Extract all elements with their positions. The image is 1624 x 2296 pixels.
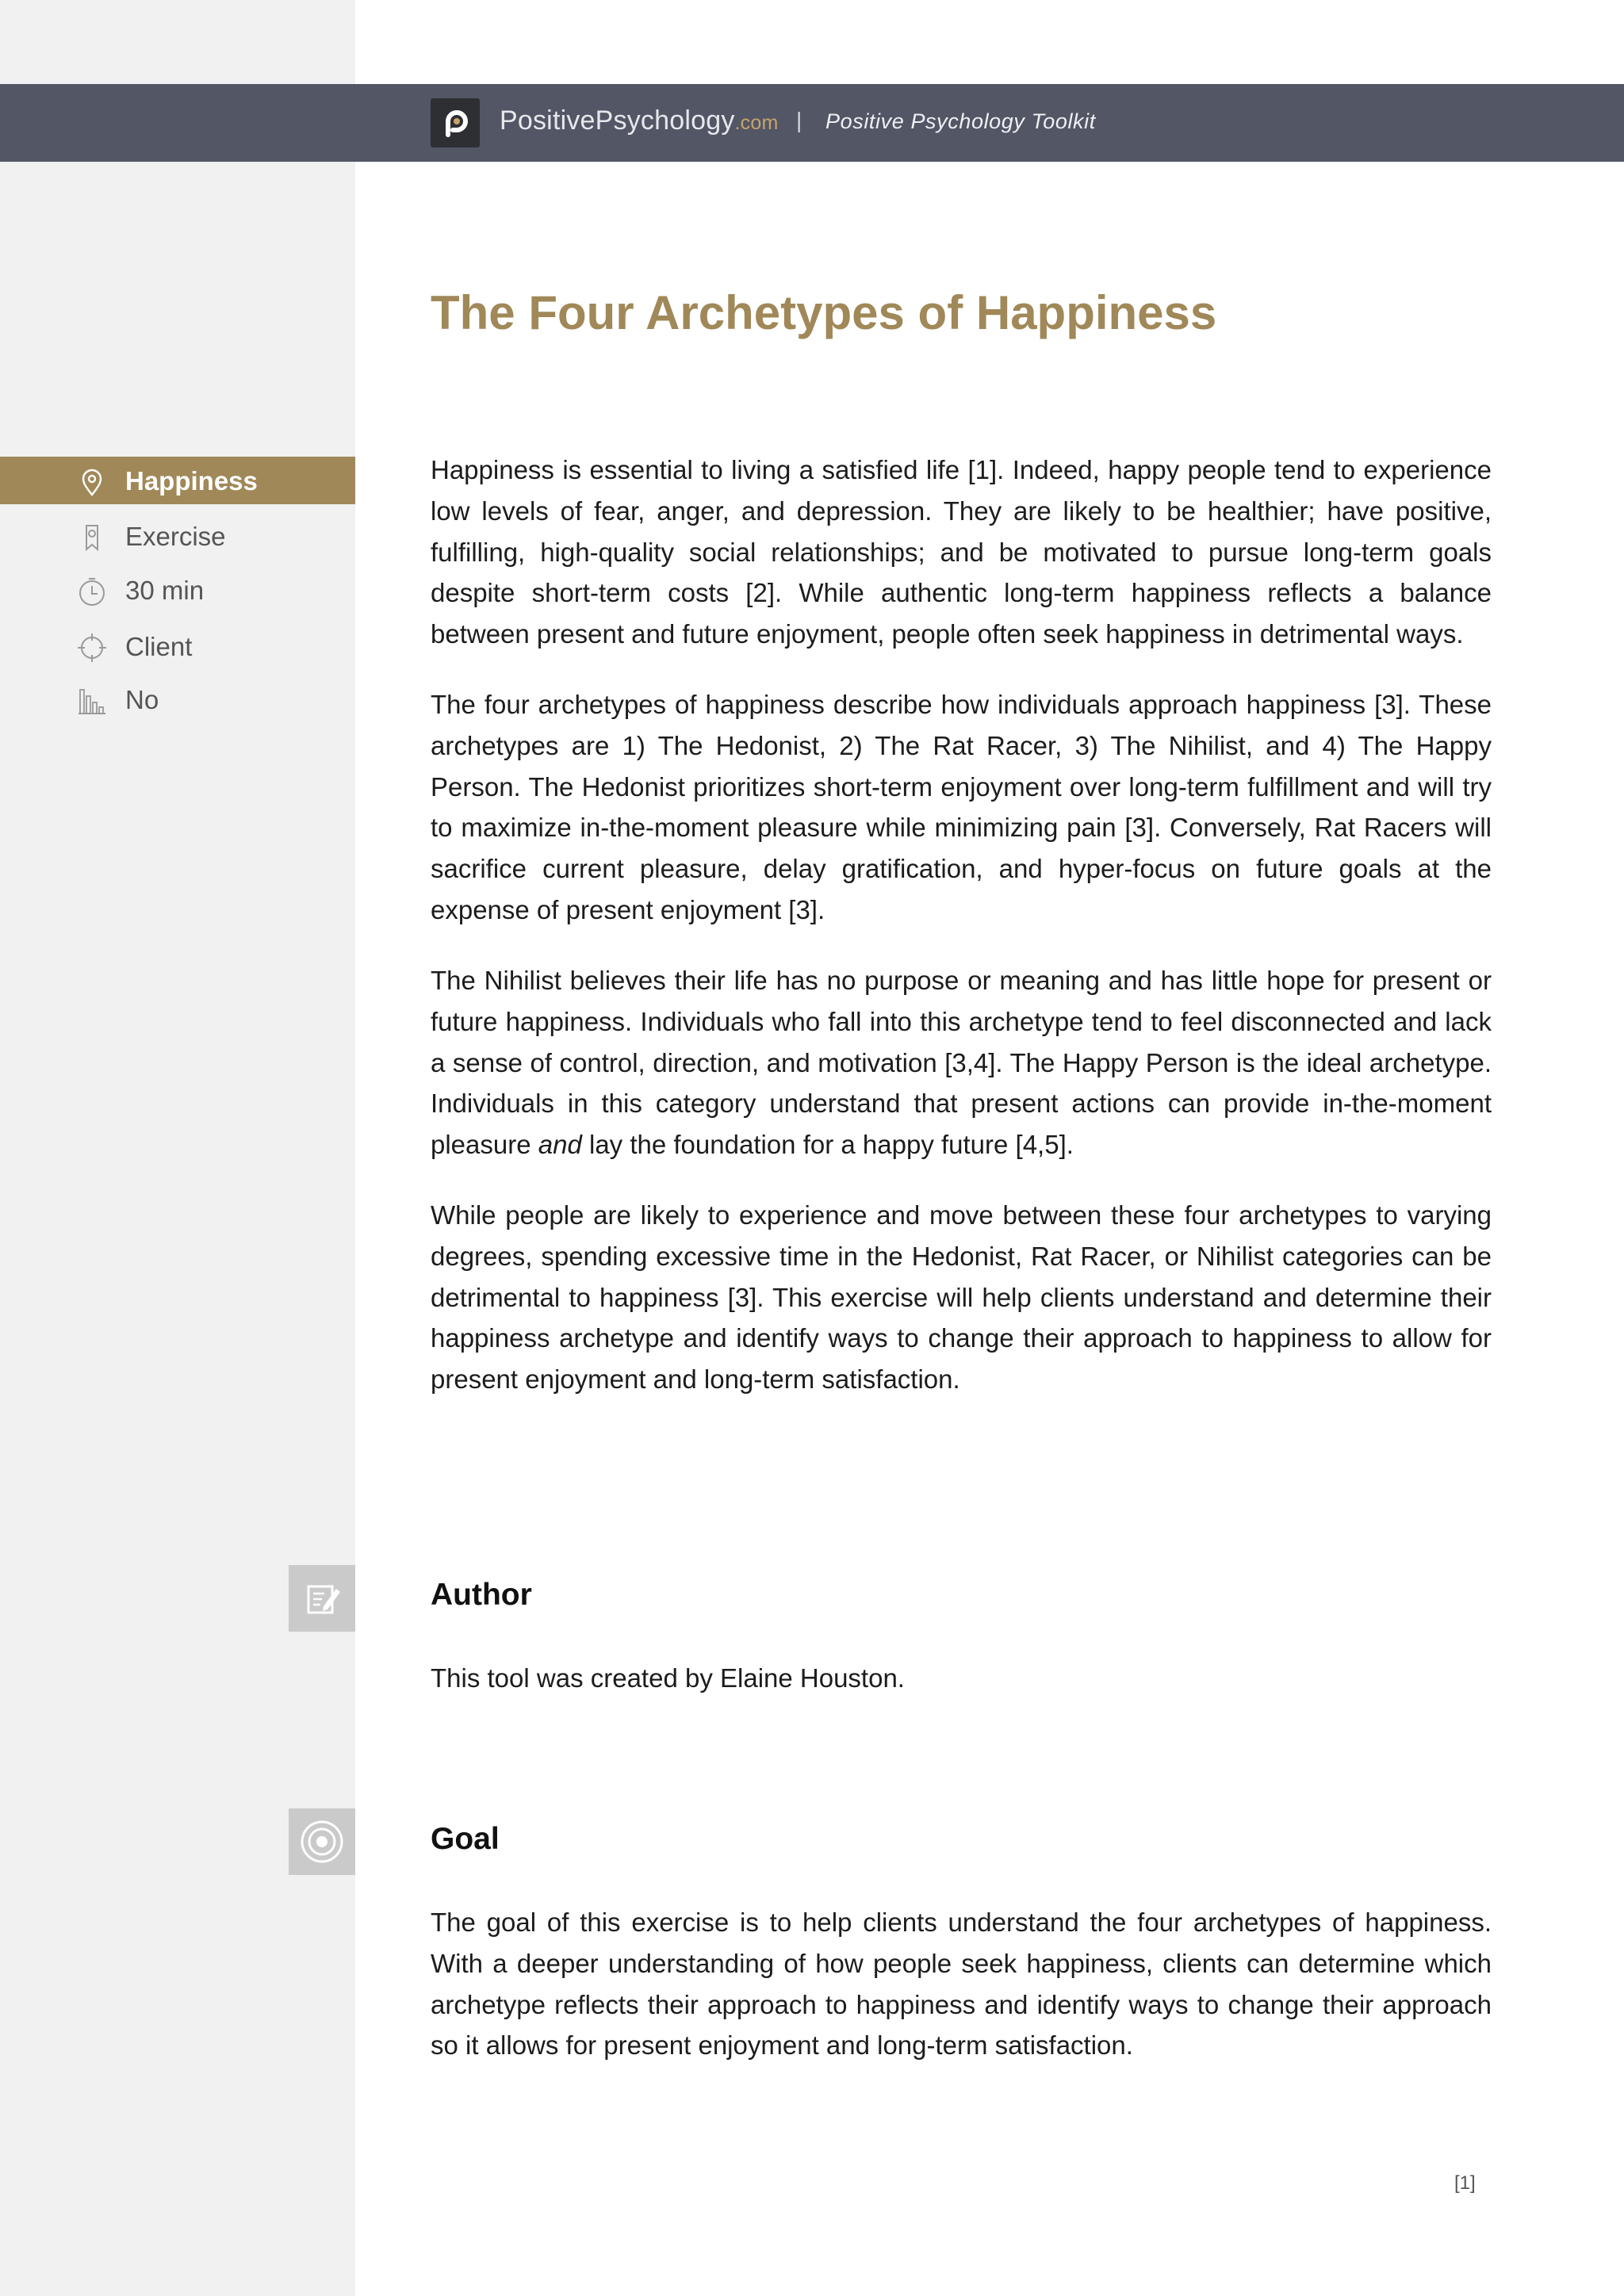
sidebar-item-label: No (125, 685, 159, 714)
page-number: [1] (1454, 2172, 1476, 2194)
intro-paragraph-1: Happiness is essential to living a satisfied life [1]. Indeed, happy people tend to experience low levels of fear, anger, and depression. They are likely to be healthier; have positive, fulfilling, high-quality social relationships; and be motivated to pursue long-term goals despite short-term costs [2]. While authentic long-term happiness reflects a balance between present and future enjoyment, people often seek happiness in detrimental ways. (431, 455, 1492, 649)
header-subtitle: Positive Psychology Toolkit (825, 109, 1096, 133)
bookmark-badge-icon (76, 522, 108, 553)
intro-paragraph-3: The Nihilist believes their life has no purpose or meaning and has little hope for present or future happiness. Individuals who fall into this archetype tend to feel disconnected and lack a sense of control, direction, and motivation [3,4]. The Happy Person is the ideal archetype. Individuals in this category understand that present actions can provide in-the-moment pleasure and lay the foundation for a happy future [4,5]. (431, 966, 1492, 1160)
page-title: The Four Archetypes of Happiness (431, 286, 1217, 339)
author-heading: Author (431, 1578, 532, 1612)
header-bar (0, 84, 1624, 162)
sidebar-item-duration (0, 566, 355, 614)
intro-paragraph-2: The four archetypes of happiness describe how individuals approach happiness [3]. These archetypes are 1) The Hedonist, 2) The Rat Racer, 3) The Nihilist, and 4) The Happy Person. The Hedonist prioritizes short-term enjoyment over long-term fulfillment and will try to maximize in-the-moment pleasure while minimizing pain [3]. Conversely, Rat Racers will sacrifice current pleasure, delay gratification, and hyper-focus on future goals at the expense of present enjoyment [3]. (431, 690, 1492, 924)
brand-suffix: .com (734, 112, 779, 134)
emphasis-text: and (538, 1130, 582, 1160)
sidebar-panel (0, 0, 355, 2296)
sidebar-item-label: Happiness (125, 466, 258, 496)
sidebar-item-type (0, 512, 355, 560)
sidebar-item-scoring (0, 675, 355, 723)
p-logo-icon[interactable] (431, 98, 480, 147)
bar-chart-icon (76, 685, 108, 717)
location-pin-icon (76, 466, 108, 498)
edit-note-icon (289, 1565, 355, 1632)
author-text: This tool was created by Elaine Houston. (431, 1663, 905, 1693)
sidebar-item-topic (0, 457, 355, 504)
sidebar-item-label: 30 min (125, 576, 205, 605)
goal-text: The goal of this exercise is to help clients understand the four archetypes of happiness. With a deeper understanding of how people seek happiness, clients can determine which archetype reflects their approach to happiness and identify ways to change their approach so it allows for present enjoyment and long-term satisfaction. (431, 1908, 1492, 2061)
sidebar-item-label: Exercise (125, 522, 226, 551)
target-icon (289, 1808, 355, 1875)
sidebar-item-label: Client (125, 632, 193, 661)
crosshair-icon (76, 632, 108, 664)
goal-heading: Goal (431, 1822, 500, 1856)
intro-paragraph-4: While people are likely to experience and move between these four archetypes to varying degrees, spending excessive time in the Hedonist, Rat Racer, or Nihilist categories can be detrimental to happiness [3]. This exercise will help clients understand and determine their happiness archetype and identify ways to change their approach to happiness to allow for present enjoyment and long-term satisfaction. (431, 1200, 1492, 1395)
brand-name[interactable]: PositivePsychology.com (500, 105, 779, 136)
header-separator: | (796, 108, 802, 132)
sidebar-item-audience (0, 622, 355, 670)
stopwatch-icon (76, 576, 108, 607)
